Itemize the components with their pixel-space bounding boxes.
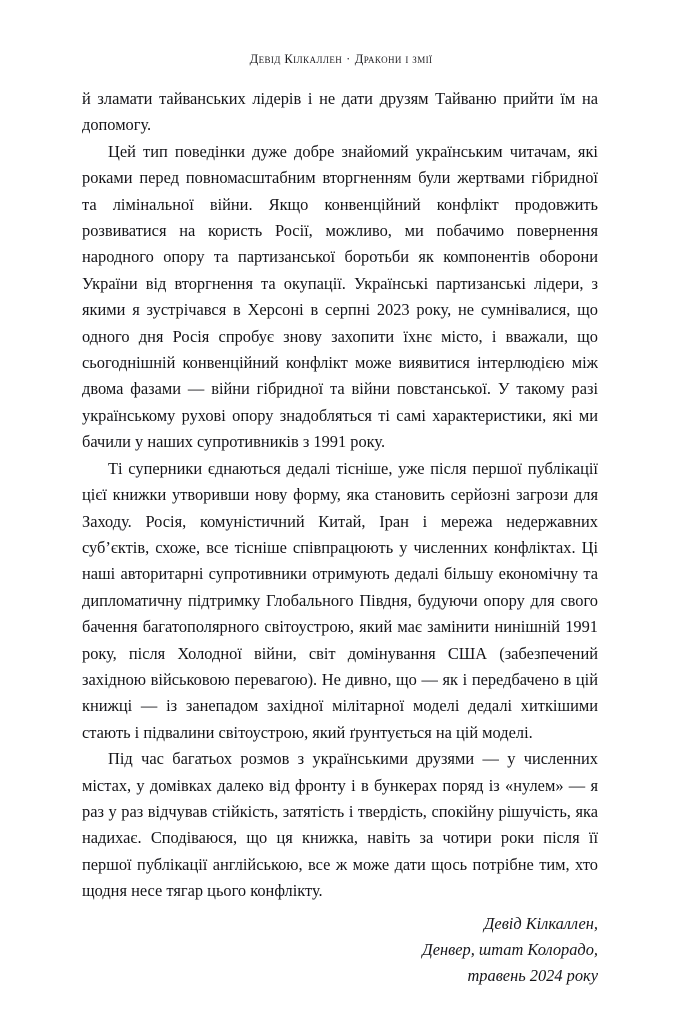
body-text-column bbox=[82, 86, 598, 990]
signature-date: травень 2024 року bbox=[467, 966, 598, 986]
running-head-separator: · bbox=[346, 52, 351, 66]
running-head bbox=[0, 52, 682, 67]
signature-block bbox=[82, 911, 598, 990]
running-head-title: Дракони і змії bbox=[354, 52, 433, 66]
paragraph: Цей тип поведінки дуже добре знайомий українським читачам, які роками перед повномасштабним вторгненням були жертвами гібридної та лімінальної війни. Якщо конвенційний конфлікт продовжить розвиватися на користь Росії, можливо, ми побачимо повернення народного опору та партизанської боротьби як компонентів оборони України від вторгнення та окупації. Українські партизанські лідери, з якими я зустрічався в Херсоні в серпні 2023 року, не сумнівалися, що одного дня Росія спробує знову захопити їхнє місто, і вважали, що сьогоднішній конвенційний конфлікт може виявитися інтерлюдією між двома фазами — війни гібридної та війни повстанської. У такому разі українському рухові опору знадобляться ті самі характеристики, які ми бачили у наших супротивників з 1991 року. bbox=[82, 141, 598, 452]
paragraph: Ті суперники єднаються дедалі тісніше, уже після першої публікації цієї книжки утворивши нову форму, яка становить серйозні загрози для Заходу. Росія, комуністичний Китай, Іран і мережа недержавних суб’єктів, схоже, все тісніше співпрацюють у численних конфліктах. Ці наші авторитарні супротивники отримують дедалі більшу економічну та дипломатичну підтримку Глобального Півдня, будуючи опору для свого бачення багатополярного світоустрою, який має замінити нинішній 1991 року, після Холодної війни, світ домінування США (забезпечений західною військовою перевагою). Не дивно, що — як і передбачено в цій книжці — із занепадом західної мілітарної моделі дедалі хиткішими стають і підвалини світоустрою, який ґрунтується на цій моделі. bbox=[82, 458, 598, 742]
running-head-author: Девід Кілкаллен bbox=[249, 52, 343, 66]
paragraph: Під час багатьох розмов з українськими друзями — у численних містах, у домівках далеко від фронту і в бункерах поряд із «нулем» — я раз у раз відчував стійкість, затятість і твердість, спокійну рішучість, яка надихає. Сподіваюся, що ця книжка, навіть за чотири роки після її першої публікації англійською, все ж може дати щось потрібне тим, хто щодня несе тягар цього конфлікту. bbox=[82, 749, 598, 901]
paragraph-continuation: й зламати тайванських лідерів і не дати друзям Тайваню прийти їм на допомогу. bbox=[82, 89, 598, 135]
signature-location: Денвер, штат Колорадо, bbox=[422, 940, 598, 959]
signature-author: Девід Кілкаллен, bbox=[483, 913, 598, 933]
